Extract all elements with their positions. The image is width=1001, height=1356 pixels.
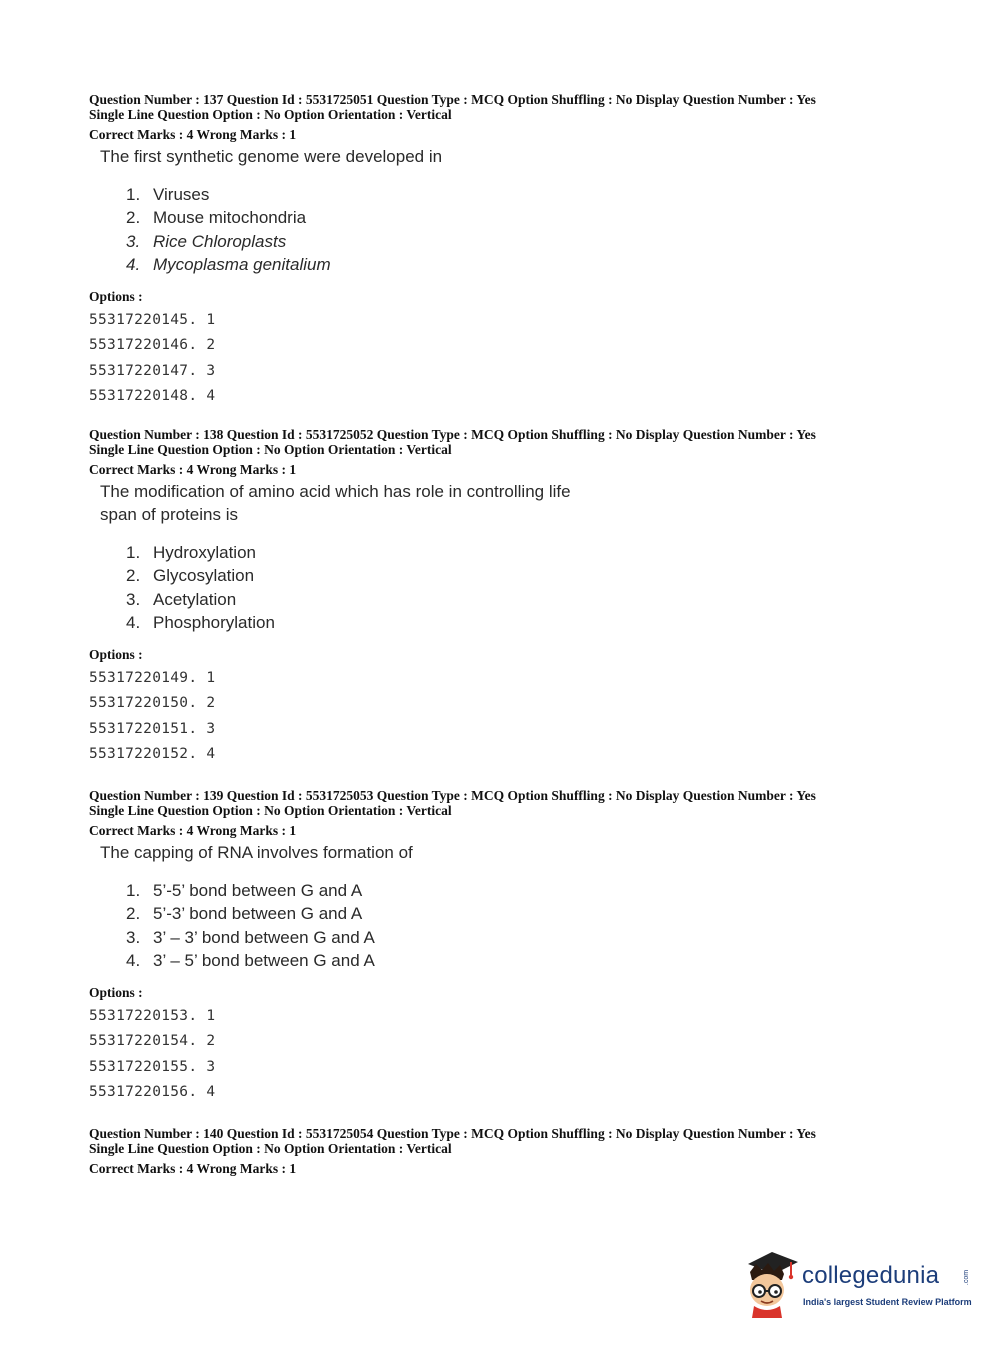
option-id: 55317220146. 2 [89, 337, 216, 354]
question-text [100, 841, 949, 864]
option-id-list [89, 308, 949, 409]
question-text [100, 480, 949, 526]
choice-item: 4. 3’ – 5’ bond between G and A [126, 950, 375, 970]
question-header: Question Number : 137 Question Id : 5531725051 Question Type : MCQ Option Shuffling : No Display Question Number : Yes [89, 92, 816, 107]
choice-item: 3. Acetylation [126, 589, 237, 609]
option-id: 55317220151. 3 [89, 720, 216, 737]
question-header: Question Number : 138 Question Id : 5531725052 Question Type : MCQ Option Shuffling : No Display Question Number : Yes [89, 427, 816, 442]
question-text-line: The capping of RNA involves formation of [100, 843, 413, 862]
choice-list [89, 541, 949, 634]
options-label: Options : [89, 647, 143, 663]
option-id: 55317220154. 2 [89, 1033, 216, 1050]
choice-list [89, 879, 949, 972]
question-header-line2: Single Line Question Option : No Option Orientation : Vertical [89, 1141, 452, 1156]
choice-item: 1. Hydroxylation [126, 543, 256, 562]
question-marks: Correct Marks : 4 Wrong Marks : 1 [89, 823, 297, 838]
logo-wordmark: collegedunia [802, 1262, 940, 1289]
question-137 [89, 92, 949, 409]
choice-item: 2. Mouse mitochondria [126, 208, 307, 228]
choice-item: 4. Phosphorylation [126, 612, 275, 632]
choice-item: 2. Glycosylation [126, 566, 255, 586]
question-header: Question Number : 139 Question Id : 5531725053 Question Type : MCQ Option Shuffling : No Display Question Number : Yes [89, 788, 816, 803]
option-id: 55317220152. 4 [89, 746, 216, 763]
question-header-line2: Single Line Question Option : No Option Orientation : Vertical [89, 442, 452, 457]
question-text-line: The first synthetic genome were developed in [100, 147, 443, 166]
question-marks: Correct Marks : 4 Wrong Marks : 1 [89, 127, 297, 142]
question-138 [89, 427, 949, 767]
option-id: 55317220148. 4 [89, 388, 216, 405]
choice-item: 3. Rice Chloroplasts [126, 231, 287, 251]
options-label: Options : [89, 985, 143, 1001]
option-id-list [89, 666, 949, 767]
option-id: 55317220145. 1 [89, 312, 216, 329]
logo-suffix: .com [963, 1269, 971, 1286]
choice-list [89, 183, 949, 276]
question-header-line2: Single Line Question Option : No Option Orientation : Vertical [89, 107, 452, 122]
logo-tagline: India's largest Student Review Platform [803, 1297, 972, 1307]
question-text [100, 145, 949, 168]
question-marks: Correct Marks : 4 Wrong Marks : 1 [89, 462, 297, 477]
option-id: 55317220150. 2 [89, 695, 216, 712]
option-id: 55317220155. 3 [89, 1058, 216, 1075]
question-139 [89, 788, 949, 1105]
choice-item: 3. 3’ – 3’ bond between G and A [126, 927, 375, 947]
question-marks: Correct Marks : 4 Wrong Marks : 1 [89, 1161, 297, 1176]
mascot-icon [742, 1250, 802, 1320]
question-header: Question Number : 140 Question Id : 5531725054 Question Type : MCQ Option Shuffling : No Display Question Number : Yes [89, 1126, 816, 1141]
question-text-line: span of proteins is [100, 505, 238, 524]
option-id: 55317220149. 1 [89, 670, 216, 687]
option-id: 55317220147. 3 [89, 362, 216, 379]
collegedunia-logo [742, 1250, 972, 1320]
option-id: 55317220153. 1 [89, 1008, 216, 1025]
options-label: Options : [89, 289, 143, 305]
choice-item: 1. 5’-5’ bond between G and A [126, 881, 363, 900]
question-140 [89, 1126, 949, 1176]
question-header-line2: Single Line Question Option : No Option Orientation : Vertical [89, 803, 452, 818]
option-id: 55317220156. 4 [89, 1084, 216, 1101]
choice-item: 2. 5’-3’ bond between G and A [126, 904, 363, 924]
option-id-list [89, 1004, 949, 1105]
choice-item: 1. Viruses [126, 185, 210, 204]
question-text-line: The modification of amino acid which has role in controlling life [100, 482, 571, 501]
choice-item: 4. Mycoplasma genitalium [126, 254, 331, 274]
